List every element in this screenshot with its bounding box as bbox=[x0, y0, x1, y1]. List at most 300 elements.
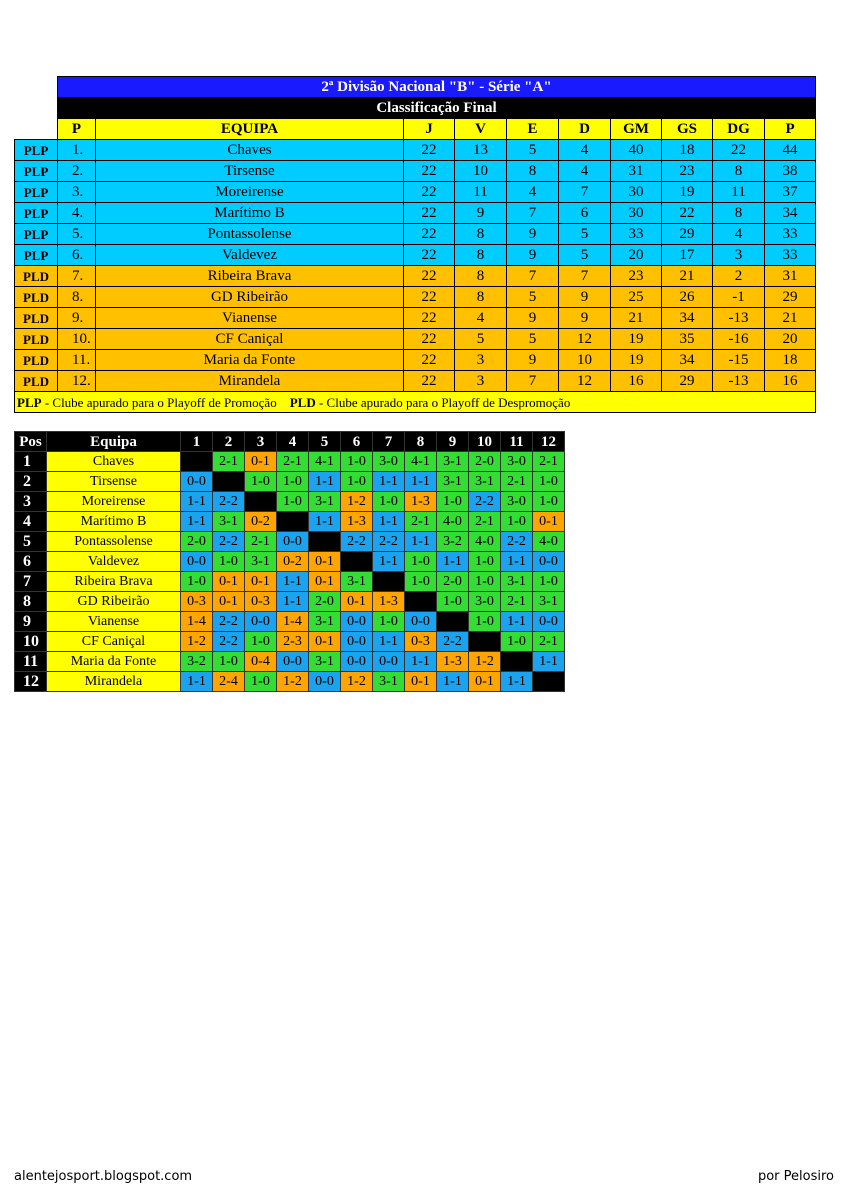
result-cell: 1-0 bbox=[213, 552, 245, 572]
result-cell: 0-3 bbox=[245, 592, 277, 612]
stat-j: 22 bbox=[404, 371, 455, 392]
result-cell: 1-1 bbox=[501, 552, 533, 572]
stat-dg: 22 bbox=[713, 140, 765, 161]
result-cell: 2-0 bbox=[309, 592, 341, 612]
result-cell: 1-2 bbox=[469, 652, 501, 672]
stat-p: 16 bbox=[765, 371, 816, 392]
team-name: Maria da Fonte bbox=[96, 350, 404, 371]
result-cell: 2-1 bbox=[213, 452, 245, 472]
result-cell: 3-1 bbox=[533, 592, 565, 612]
matrix-col-header: 12 bbox=[533, 432, 565, 452]
matrix-pos: 8 bbox=[15, 592, 47, 612]
stat-gm: 33 bbox=[611, 224, 662, 245]
stat-p: 29 bbox=[765, 287, 816, 308]
result-cell: 1-1 bbox=[181, 512, 213, 532]
matrix-self-cell bbox=[533, 672, 565, 692]
matrix-pos: 7 bbox=[15, 572, 47, 592]
result-cell: 1-0 bbox=[341, 452, 373, 472]
matrix-team: Moreirense bbox=[47, 492, 181, 512]
stat-e: 8 bbox=[507, 161, 559, 182]
result-cell: 3-0 bbox=[373, 452, 405, 472]
result-cell: 2-0 bbox=[437, 572, 469, 592]
team-name: GD Ribeirão bbox=[96, 287, 404, 308]
result-cell: 3-1 bbox=[245, 552, 277, 572]
result-cell: 2-2 bbox=[341, 532, 373, 552]
result-cell: 3-1 bbox=[309, 612, 341, 632]
matrix-pos: 2 bbox=[15, 472, 47, 492]
result-cell: 2-4 bbox=[213, 672, 245, 692]
matrix-col-header: 11 bbox=[501, 432, 533, 452]
stat-d: 7 bbox=[559, 266, 611, 287]
result-cell: 3-1 bbox=[501, 572, 533, 592]
result-cell: 2-2 bbox=[501, 532, 533, 552]
position-cell: 12. bbox=[58, 371, 96, 392]
team-name: Chaves bbox=[96, 140, 404, 161]
stat-j: 22 bbox=[404, 287, 455, 308]
stat-gs: 19 bbox=[662, 182, 713, 203]
result-cell: 2-1 bbox=[469, 512, 501, 532]
result-cell: 1-0 bbox=[341, 472, 373, 492]
header-cell: DG bbox=[713, 119, 765, 140]
result-cell: 3-2 bbox=[437, 532, 469, 552]
qualification-tag: PLD bbox=[15, 308, 58, 329]
stat-p: 33 bbox=[765, 245, 816, 266]
result-cell: 4-1 bbox=[405, 452, 437, 472]
result-cell: 3-1 bbox=[373, 672, 405, 692]
result-cell: 0-0 bbox=[277, 652, 309, 672]
team-name: Moreirense bbox=[96, 182, 404, 203]
result-cell: 1-3 bbox=[373, 592, 405, 612]
stat-p: 18 bbox=[765, 350, 816, 371]
qualification-tag: PLP bbox=[15, 140, 58, 161]
result-cell: 1-1 bbox=[181, 672, 213, 692]
team-name: CF Caniçal bbox=[96, 329, 404, 350]
matrix-self-cell bbox=[277, 512, 309, 532]
stat-j: 22 bbox=[404, 266, 455, 287]
position-cell: 6. bbox=[58, 245, 96, 266]
matrix-row bbox=[15, 592, 565, 612]
stat-d: 7 bbox=[559, 182, 611, 203]
result-cell: 1-1 bbox=[309, 472, 341, 492]
matrix-pos: 10 bbox=[15, 632, 47, 652]
result-cell: 0-1 bbox=[309, 552, 341, 572]
stat-e: 7 bbox=[507, 266, 559, 287]
stat-j: 22 bbox=[404, 224, 455, 245]
result-cell: 1-0 bbox=[501, 512, 533, 532]
qualification-tag: PLP bbox=[15, 224, 58, 245]
position-cell: 1. bbox=[58, 140, 96, 161]
result-cell: 0-1 bbox=[213, 572, 245, 592]
stat-v: 9 bbox=[455, 203, 507, 224]
stat-j: 22 bbox=[404, 350, 455, 371]
result-cell: 2-1 bbox=[501, 592, 533, 612]
result-cell: 0-1 bbox=[405, 672, 437, 692]
result-cell: 4-1 bbox=[309, 452, 341, 472]
header-cell: P bbox=[58, 119, 96, 140]
result-cell: 1-0 bbox=[469, 572, 501, 592]
result-cell: 1-1 bbox=[405, 472, 437, 492]
result-cell: 1-1 bbox=[501, 612, 533, 632]
result-cell: 0-1 bbox=[245, 452, 277, 472]
result-cell: 1-0 bbox=[533, 472, 565, 492]
result-cell: 0-3 bbox=[405, 632, 437, 652]
matrix-row bbox=[15, 652, 565, 672]
header-cell: D bbox=[559, 119, 611, 140]
result-cell: 1-0 bbox=[277, 492, 309, 512]
position-cell: 11. bbox=[58, 350, 96, 371]
matrix-col-header: 8 bbox=[405, 432, 437, 452]
result-cell: 1-0 bbox=[405, 572, 437, 592]
matrix-row bbox=[15, 492, 565, 512]
result-cell: 1-1 bbox=[533, 652, 565, 672]
matrix-self-cell bbox=[309, 532, 341, 552]
standings-row bbox=[15, 266, 816, 287]
standings-title: 2ª Divisão Nacional "B" - Série "A" bbox=[58, 77, 816, 98]
stat-p: 37 bbox=[765, 182, 816, 203]
result-cell: 1-0 bbox=[245, 632, 277, 652]
result-cell: 2-1 bbox=[533, 452, 565, 472]
result-cell: 1-0 bbox=[469, 552, 501, 572]
result-cell: 4-0 bbox=[533, 532, 565, 552]
standings-header-row bbox=[15, 119, 816, 140]
stat-v: 11 bbox=[455, 182, 507, 203]
matrix-pos: 3 bbox=[15, 492, 47, 512]
matrix-header-team: Equipa bbox=[47, 432, 181, 452]
matrix-self-cell bbox=[245, 492, 277, 512]
qualification-tag: PLD bbox=[15, 350, 58, 371]
qualification-tag: PLD bbox=[15, 371, 58, 392]
stat-j: 22 bbox=[404, 161, 455, 182]
result-cell: 0-2 bbox=[277, 552, 309, 572]
footer-author: por Pelosiro bbox=[757, 1169, 834, 1184]
team-name: Ribeira Brava bbox=[96, 266, 404, 287]
result-cell: 3-1 bbox=[341, 572, 373, 592]
matrix-pos: 6 bbox=[15, 552, 47, 572]
result-cell: 0-1 bbox=[309, 632, 341, 652]
result-cell: 1-0 bbox=[245, 672, 277, 692]
matrix-pos: 4 bbox=[15, 512, 47, 532]
stat-e: 9 bbox=[507, 308, 559, 329]
position-cell: 2. bbox=[58, 161, 96, 182]
matrix-col-header: 2 bbox=[213, 432, 245, 452]
stat-e: 5 bbox=[507, 140, 559, 161]
stat-v: 8 bbox=[455, 266, 507, 287]
matrix-row bbox=[15, 612, 565, 632]
matrix-col-header: 9 bbox=[437, 432, 469, 452]
position-cell: 5. bbox=[58, 224, 96, 245]
result-cell: 0-0 bbox=[245, 612, 277, 632]
legend-plp-code: PLP bbox=[17, 394, 42, 410]
standings-table bbox=[14, 76, 816, 413]
result-cell: 3-1 bbox=[213, 512, 245, 532]
stat-e: 5 bbox=[507, 287, 559, 308]
stat-gm: 40 bbox=[611, 140, 662, 161]
matrix-header-row bbox=[15, 432, 565, 452]
stat-dg: -1 bbox=[713, 287, 765, 308]
matrix-col-header: 1 bbox=[181, 432, 213, 452]
team-name: Vianense bbox=[96, 308, 404, 329]
stat-p: 20 bbox=[765, 329, 816, 350]
stat-v: 8 bbox=[455, 245, 507, 266]
header-cell: J bbox=[404, 119, 455, 140]
result-cell: 1-1 bbox=[277, 592, 309, 612]
matrix-team: Valdevez bbox=[47, 552, 181, 572]
stat-d: 10 bbox=[559, 350, 611, 371]
result-cell: 1-0 bbox=[533, 492, 565, 512]
result-cell: 1-1 bbox=[181, 492, 213, 512]
result-cell: 1-4 bbox=[277, 612, 309, 632]
team-name: Pontassolense bbox=[96, 224, 404, 245]
stat-j: 22 bbox=[404, 140, 455, 161]
result-cell: 3-0 bbox=[469, 592, 501, 612]
stat-d: 9 bbox=[559, 287, 611, 308]
position-cell: 10. bbox=[58, 329, 96, 350]
result-cell: 0-0 bbox=[341, 612, 373, 632]
stat-gm: 31 bbox=[611, 161, 662, 182]
qualification-tag: PLD bbox=[15, 329, 58, 350]
result-cell: 1-0 bbox=[533, 572, 565, 592]
matrix-col-header: 10 bbox=[469, 432, 501, 452]
position-cell: 4. bbox=[58, 203, 96, 224]
stat-gs: 26 bbox=[662, 287, 713, 308]
result-cell: 1-1 bbox=[373, 512, 405, 532]
footer-site: alentejosport.blogspot.com bbox=[14, 1169, 193, 1184]
result-cell: 0-0 bbox=[181, 552, 213, 572]
result-cell: 2-2 bbox=[373, 532, 405, 552]
stat-dg: -15 bbox=[713, 350, 765, 371]
stat-d: 4 bbox=[559, 140, 611, 161]
team-name: Tirsense bbox=[96, 161, 404, 182]
result-cell: 0-0 bbox=[341, 652, 373, 672]
qualification-tag: PLD bbox=[15, 287, 58, 308]
result-cell: 1-2 bbox=[277, 672, 309, 692]
standings-body bbox=[15, 140, 816, 392]
matrix-team: Ribeira Brava bbox=[47, 572, 181, 592]
legend-pld-code: PLD bbox=[289, 394, 316, 410]
stat-e: 4 bbox=[507, 182, 559, 203]
result-cell: 3-0 bbox=[501, 492, 533, 512]
matrix-row bbox=[15, 632, 565, 652]
result-cell: 1-0 bbox=[405, 552, 437, 572]
matrix-team: Vianense bbox=[47, 612, 181, 632]
result-cell: 1-2 bbox=[341, 672, 373, 692]
team-name: Valdevez bbox=[96, 245, 404, 266]
qualification-tag: PLP bbox=[15, 245, 58, 266]
qualification-tag: PLD bbox=[15, 266, 58, 287]
matrix-pos: 5 bbox=[15, 532, 47, 552]
legend-plp-text: - Clube apurado para o Playoff de Promoção bbox=[41, 394, 277, 410]
result-cell: 0-0 bbox=[373, 652, 405, 672]
stat-j: 22 bbox=[404, 329, 455, 350]
stat-p: 33 bbox=[765, 224, 816, 245]
stat-j: 22 bbox=[404, 245, 455, 266]
result-cell: 1-2 bbox=[181, 632, 213, 652]
result-cell: 1-1 bbox=[373, 552, 405, 572]
result-cell: 0-0 bbox=[533, 612, 565, 632]
position-cell: 7. bbox=[58, 266, 96, 287]
result-cell: 4-0 bbox=[469, 532, 501, 552]
stat-d: 12 bbox=[559, 371, 611, 392]
result-cell: 2-2 bbox=[213, 612, 245, 632]
result-cell: 2-0 bbox=[469, 452, 501, 472]
stat-gs: 21 bbox=[662, 266, 713, 287]
matrix-self-cell bbox=[501, 652, 533, 672]
stat-gm: 30 bbox=[611, 203, 662, 224]
team-name: Mirandela bbox=[96, 371, 404, 392]
result-cell: 3-1 bbox=[437, 472, 469, 492]
stat-dg: 8 bbox=[713, 203, 765, 224]
result-cell: 1-0 bbox=[181, 572, 213, 592]
stat-e: 7 bbox=[507, 203, 559, 224]
result-cell: 3-1 bbox=[469, 472, 501, 492]
result-cell: 1-0 bbox=[277, 472, 309, 492]
standings-row bbox=[15, 287, 816, 308]
stat-j: 22 bbox=[404, 182, 455, 203]
stat-v: 13 bbox=[455, 140, 507, 161]
matrix-self-cell bbox=[405, 592, 437, 612]
result-cell: 0-2 bbox=[245, 512, 277, 532]
matrix-row bbox=[15, 532, 565, 552]
result-cell: 2-1 bbox=[501, 472, 533, 492]
stat-dg: -13 bbox=[713, 308, 765, 329]
matrix-header-pos: Pos bbox=[15, 432, 47, 452]
result-cell: 1-0 bbox=[501, 632, 533, 652]
stat-gs: 17 bbox=[662, 245, 713, 266]
result-cell: 1-0 bbox=[437, 492, 469, 512]
result-cell: 1-1 bbox=[277, 572, 309, 592]
result-cell: 0-3 bbox=[181, 592, 213, 612]
result-cell: 1-1 bbox=[437, 552, 469, 572]
result-cell: 2-2 bbox=[213, 492, 245, 512]
result-cell: 0-0 bbox=[405, 612, 437, 632]
result-cell: 3-1 bbox=[437, 452, 469, 472]
result-cell: 1-4 bbox=[181, 612, 213, 632]
matrix-self-cell bbox=[469, 632, 501, 652]
team-name: Marítimo B bbox=[96, 203, 404, 224]
matrix-col-header: 7 bbox=[373, 432, 405, 452]
stat-v: 10 bbox=[455, 161, 507, 182]
result-cell: 3-0 bbox=[501, 452, 533, 472]
stat-p: 21 bbox=[765, 308, 816, 329]
stat-gm: 23 bbox=[611, 266, 662, 287]
standings-subtitle: Classificação Final bbox=[58, 98, 816, 119]
matrix-col-header: 6 bbox=[341, 432, 373, 452]
standings-row bbox=[15, 350, 816, 371]
stat-gm: 20 bbox=[611, 245, 662, 266]
matrix-row bbox=[15, 452, 565, 472]
position-cell: 8. bbox=[58, 287, 96, 308]
stat-gm: 25 bbox=[611, 287, 662, 308]
result-cell: 1-0 bbox=[469, 612, 501, 632]
matrix-team: Tirsense bbox=[47, 472, 181, 492]
header-cell: P bbox=[765, 119, 816, 140]
result-cell: 0-0 bbox=[341, 632, 373, 652]
result-cell: 2-2 bbox=[213, 632, 245, 652]
stat-d: 6 bbox=[559, 203, 611, 224]
result-cell: 0-1 bbox=[341, 592, 373, 612]
result-cell: 0-1 bbox=[245, 572, 277, 592]
stat-v: 3 bbox=[455, 371, 507, 392]
result-cell: 1-0 bbox=[437, 592, 469, 612]
result-cell: 1-3 bbox=[341, 512, 373, 532]
matrix-col-header: 3 bbox=[245, 432, 277, 452]
stat-d: 5 bbox=[559, 224, 611, 245]
stat-dg: -13 bbox=[713, 371, 765, 392]
stat-gm: 19 bbox=[611, 350, 662, 371]
stat-d: 9 bbox=[559, 308, 611, 329]
matrix-row bbox=[15, 472, 565, 492]
result-cell: 0-0 bbox=[181, 472, 213, 492]
standings-row bbox=[15, 245, 816, 266]
result-cell: 3-2 bbox=[181, 652, 213, 672]
result-cell: 0-0 bbox=[277, 532, 309, 552]
result-cell: 1-1 bbox=[373, 632, 405, 652]
stat-v: 8 bbox=[455, 224, 507, 245]
stat-d: 12 bbox=[559, 329, 611, 350]
stat-e: 9 bbox=[507, 245, 559, 266]
stat-dg: 4 bbox=[713, 224, 765, 245]
stat-gs: 23 bbox=[662, 161, 713, 182]
matrix-col-header: 5 bbox=[309, 432, 341, 452]
position-cell: 9. bbox=[58, 308, 96, 329]
result-cell: 2-1 bbox=[277, 452, 309, 472]
standings-row bbox=[15, 203, 816, 224]
stat-v: 8 bbox=[455, 287, 507, 308]
stat-v: 4 bbox=[455, 308, 507, 329]
matrix-team: CF Caniçal bbox=[47, 632, 181, 652]
stat-gs: 35 bbox=[662, 329, 713, 350]
standings-row bbox=[15, 161, 816, 182]
result-cell: 1-0 bbox=[213, 652, 245, 672]
stat-gs: 29 bbox=[662, 371, 713, 392]
result-cell: 2-2 bbox=[213, 532, 245, 552]
matrix-self-cell bbox=[373, 572, 405, 592]
stat-v: 3 bbox=[455, 350, 507, 371]
matrix-self-cell bbox=[213, 472, 245, 492]
result-cell: 1-3 bbox=[405, 492, 437, 512]
standings-row bbox=[15, 224, 816, 245]
header-cell: GM bbox=[611, 119, 662, 140]
stat-p: 34 bbox=[765, 203, 816, 224]
stat-gm: 16 bbox=[611, 371, 662, 392]
matrix-team: Marítimo B bbox=[47, 512, 181, 532]
result-cell: 1-0 bbox=[373, 612, 405, 632]
results-matrix bbox=[14, 431, 565, 692]
qualification-tag: PLP bbox=[15, 182, 58, 203]
matrix-team: Maria da Fonte bbox=[47, 652, 181, 672]
stat-gs: 34 bbox=[662, 350, 713, 371]
stat-j: 22 bbox=[404, 308, 455, 329]
result-cell: 2-2 bbox=[437, 632, 469, 652]
legend-cell bbox=[15, 392, 816, 413]
matrix-team: Pontassolense bbox=[47, 532, 181, 552]
stat-gs: 29 bbox=[662, 224, 713, 245]
result-cell: 1-1 bbox=[309, 512, 341, 532]
stat-e: 7 bbox=[507, 371, 559, 392]
result-cell: 2-3 bbox=[277, 632, 309, 652]
standings-row bbox=[15, 329, 816, 350]
result-cell: 1-1 bbox=[405, 532, 437, 552]
result-cell: 0-0 bbox=[309, 672, 341, 692]
stat-dg: -16 bbox=[713, 329, 765, 350]
result-cell: 0-1 bbox=[533, 512, 565, 532]
matrix-row bbox=[15, 552, 565, 572]
result-cell: 1-3 bbox=[437, 652, 469, 672]
stat-p: 38 bbox=[765, 161, 816, 182]
stat-d: 5 bbox=[559, 245, 611, 266]
stat-gm: 19 bbox=[611, 329, 662, 350]
header-cell: V bbox=[455, 119, 507, 140]
